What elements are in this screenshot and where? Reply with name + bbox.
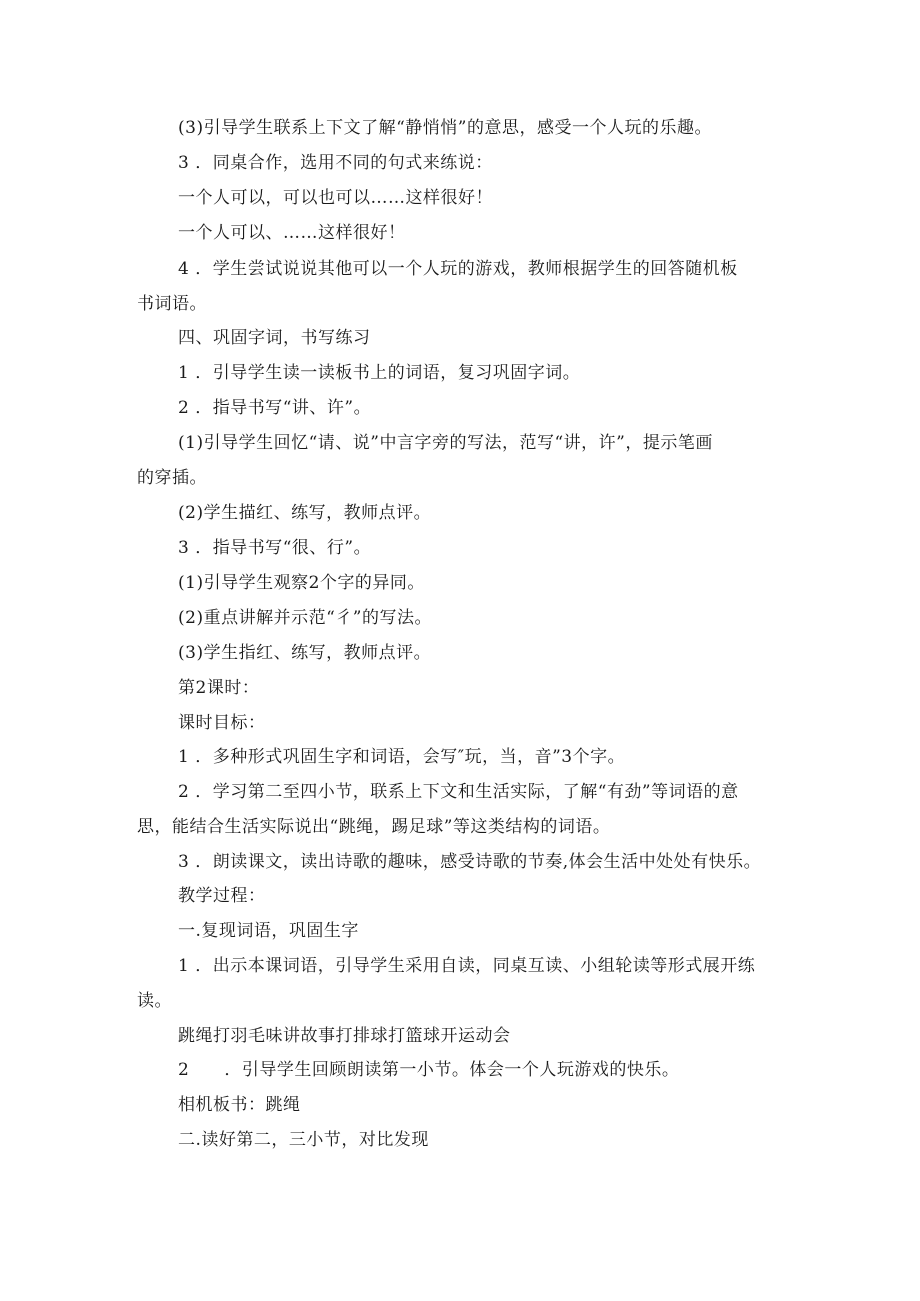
lesson-heading: 第2课时：	[178, 678, 260, 698]
text-line: (3)引导学生联系上下文了解“静悄悄”的意思，感受一个人玩的乐趣。	[178, 118, 712, 138]
text-line: 3 ．指导书写“很、行”。	[178, 538, 372, 558]
text-line: (1)引导学生观察2个字的异同。	[178, 573, 425, 593]
text-line: 一个人可以、……这样很好！	[178, 223, 406, 243]
text-line: 思，能结合生活实际说出“跳绳，踢足球”等这类结构的词语。	[137, 817, 611, 837]
section-heading: 教学过程：	[178, 886, 266, 906]
text-line: (2)重点讲解并示范“彳”的写法。	[178, 608, 432, 628]
text-line: (3)学生指红、练写，教师点评。	[178, 643, 432, 663]
text-line: (2)学生描红、练写，教师点评。	[178, 503, 432, 523]
text-line: 跳绳打羽毛味讲故事打排球打篮球开运动会	[178, 1026, 511, 1046]
text-line: 1 ．引导学生读一读板书上的词语，复习巩固字词。	[178, 363, 581, 383]
text-line: 相机板书：跳绳	[178, 1095, 301, 1115]
text-line: 一个人可以，可以也可以……这样很好！	[178, 188, 493, 208]
section-heading: 课时目标：	[178, 713, 266, 733]
text-line: 的穿插。	[137, 468, 207, 488]
text-line: 书词语。	[137, 294, 207, 314]
text-line: 读。	[137, 991, 172, 1011]
text-line: 1 ．出示本课词语，引导学生采用自读，同桌互读、小组轮读等形式展开练	[178, 956, 756, 976]
section-heading: 一.复现词语，巩固生字	[178, 921, 359, 941]
text-line: 4 ．学生尝试说说其他可以一个人玩的游戏，教师根据学生的回答随机板	[178, 259, 738, 279]
text-line: 2 ．指导书写“讲、许”。	[178, 398, 372, 418]
section-heading: 二.读好第二，三小节，对比发现	[178, 1130, 429, 1150]
section-heading: 四、巩固字词，书写练习	[178, 328, 371, 348]
text-line: 2 ．学习第二至四小节，联系上下文和生活实际，了解“有劲”等词语的意	[178, 782, 739, 802]
text-line: 1 ．多种形式巩固生字和词语，会写″玩，当，音”3个字。	[178, 747, 626, 767]
text-line: 2 ．引导学生回顾朗读第一小节。体会一个人玩游戏的快乐。	[178, 1060, 680, 1080]
text-line: 3 ．同桌合作，选用不同的句式来练说：	[178, 153, 493, 173]
text-line: (1)引导学生回忆“请、说”中言字旁的写法，范写“讲，许”，提示笔画	[178, 433, 713, 453]
text-line: 3 ．朗读课文，读出诗歌的趣味，感受诗歌的节奏,体会生活中处处有快乐。	[178, 852, 762, 872]
